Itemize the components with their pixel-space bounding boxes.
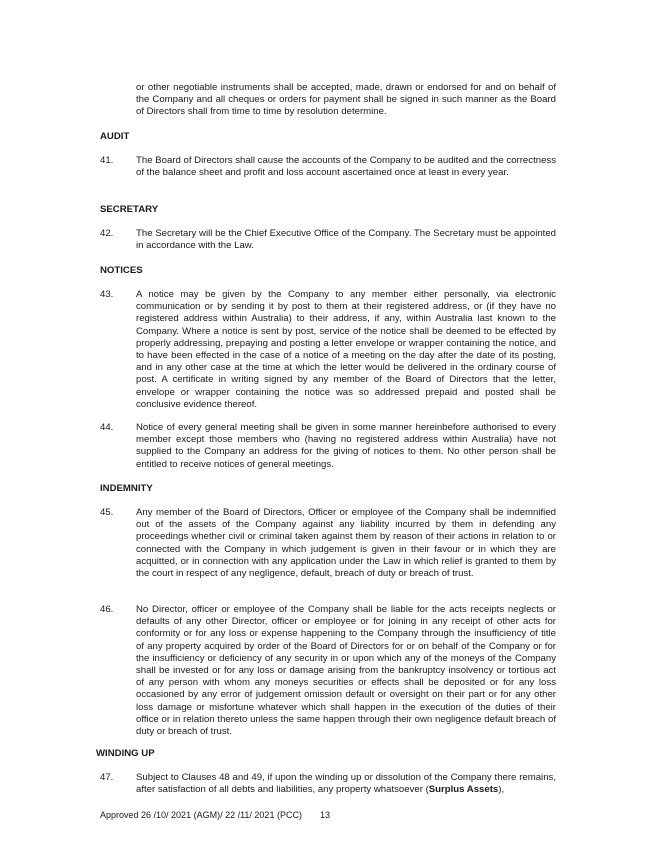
- clause-40-continuation: or other negotiable instruments shall be accepted, made, drawn or endorsed for and on behalf of the Company and all cheques or orders for payment shall be signed in such manner as the Board of Directors shall from time to time by resolution determine.: [136, 82, 556, 118]
- heading-audit: AUDIT: [100, 131, 130, 142]
- clause-46-number: 46.: [100, 604, 114, 615]
- clause-41-number: 41.: [100, 155, 114, 166]
- clause-45-number: 45.: [100, 507, 114, 518]
- clause-45-text: Any member of the Board of Directors, Officer or employee of the Company shall be indemnified out of the assets of the Company against any liability incurred by them in defending any proceedings whether civil or criminal taken against them by reason of their actions in relation to or connected with the Company in which judgement is given in their favour or in which they are acquitted, or in connection with any application under the Law in which relief is granted to them by the court in respect of any negligence, default, breach of duty or breach of trust.: [136, 507, 556, 580]
- clause-47-text-after: ),: [498, 784, 505, 796]
- heading-winding-up: WINDING UP: [96, 748, 155, 759]
- page-number: 13: [319, 810, 330, 820]
- clause-47-text: [136, 772, 556, 796]
- approval-dates: Approved 26 /10/ 2021 (AGM)/ 22 /11/ 2021 (PCC): [100, 810, 302, 820]
- clause-42-text: The Secretary will be the Chief Executive Office of the Company. The Secretary must be appointed in accordance with the Law.: [136, 228, 556, 252]
- clause-43-number: 43.: [100, 289, 114, 300]
- page-footer: [100, 810, 330, 821]
- clause-47-number: 47.: [100, 772, 114, 783]
- clause-47-text-before: Subject to Clauses 48 and 49, if upon the winding up or dissolution of the Company there remains, after satisfaction of all debts and liabilities, any property whatsoever (: [136, 772, 556, 796]
- clause-44-text: Notice of every general meeting shall be given in some manner hereinbefore authorised to every member except those members who (having no registered address within Australia) have not supplied to the Company an address for the giving of notices to them. No other person shall be entitled to receive notices of general meetings.: [136, 422, 556, 470]
- heading-indemnity: INDEMNITY: [100, 483, 153, 494]
- clause-46-text: No Director, officer or employee of the Company shall be liable for the acts receipts neglects or defaults of any other Director, officer or employee or for joining in any receipt of other acts for conformity or for any loss or expense happening to the Company through the insufficiency of title of any property acquired by order of the Board of Directors for or on behalf of the Company or for the insufficiency or deficiency of any security in or upon which any of the moneys of the Company shall be invested or for any loss or damage arising from the bankruptcy insolvency or tortious act of any person with whom any moneys securities or effects shall be deposited or for any loss occasioned by any error of judgement omission default or oversight on their part or for any other loss damage or misfortune whatever which shall happen in the execution of the duties of their office or in relation thereto unless the same happen through their own negligence default breach of duty or breach of trust.: [136, 604, 556, 738]
- clause-42-number: 42.: [100, 228, 114, 239]
- clause-41-text: The Board of Directors shall cause the accounts of the Company to be audited and the correctness of the balance sheet and profit and loss account ascertained once at least in every year.: [136, 155, 556, 179]
- clause-44-number: 44.: [100, 422, 114, 433]
- clause-43-text: A notice may be given by the Company to any member either personally, via electronic communication or by sending it by post to them at their registered address, or (if they have no registered address within Australia) to their address, if any, within Australia last known to the Company. Where a notice is sent by post, service of the notice shall be deemed to be effected by properly addressing, prepaying and posting a letter envelope or wrapper containing the notice, and to have been effected in the case of a notice of a meeting on the day after the date of its posting, and in any other case at the time at which the letter would be delivered in the ordinary course of post. A certificate in writing signed by any member of the Board of Directors that the letter, envelope or wrapper containing the notice was so addressed prepaid and posted shall be conclusive evidence thereof.: [136, 289, 556, 410]
- heading-secretary: SECRETARY: [100, 204, 159, 215]
- surplus-assets-term: Surplus Assets: [428, 784, 499, 796]
- heading-notices: NOTICES: [100, 265, 143, 276]
